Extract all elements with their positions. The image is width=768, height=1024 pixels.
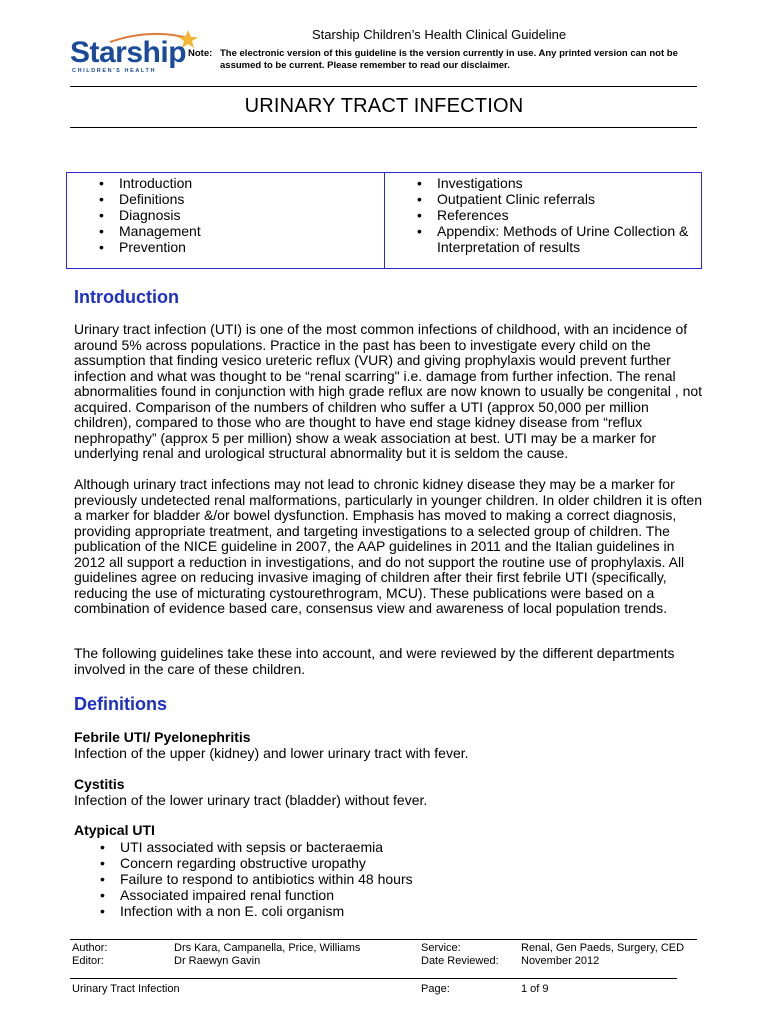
contents-left-column [67,173,385,268]
note-text: The electronic version of this guideline is the version currently in use. Any printed version can not be assumed to be current. Please remember to read our disclaimer. [220,48,678,71]
service-value: Renal, Gen Paeds, Surgery, CED [521,942,685,954]
list-item: • Infection with a non E. coli organism [120,903,704,919]
service-label: Service: [421,942,461,954]
atypical-list [74,839,704,919]
introduction-paragraph-1: Urinary tract infection (UTI) is one of the most common infections of childhood, with an incidence of around 5% across populations. Practice in the past has been to investigate every child on the assumption that finding vesico ureteric reflux (VUR) and giving prophylaxis would prevent further infection and what was thought to be “renal scarring" i.e. damage from further infection. The renal abnormalities found in conjunction with high grade reflux are now known to usually be congenital , not acquired. Comparison of the numbers of children who suffer a UTI (approx 50,000 per million children), compared to those who are thought to have end stage kidney disease from “reflux nephropathy” (approx 5 per million) show a weak association at best. UTI may be a marker for underlying renal and urological structural abnormality but it is seldom the cause. [74,321,703,461]
editor-label: Editor: [72,955,104,967]
editor-value: Dr Raewyn Gavin [174,955,261,967]
toc-item-outpatient-referrals[interactable]: • Outpatient Clinic referrals [437,191,701,207]
definitions-heading: Definitions [74,694,167,714]
toc-item-management[interactable]: • Management [119,223,384,239]
page-number: 1 of 9 [521,983,549,995]
introduction-body-3 [74,646,704,677]
page-title: URINARY TRACT INFECTION [244,95,524,117]
definition-cystitis [74,777,704,808]
introduction-paragraph-3: The following guidelines take these into account, and were reviewed by the different departments involved in the care of these children. [74,645,675,677]
toc-item-introduction[interactable]: • Introduction [119,175,384,191]
introduction-body [74,322,704,462]
introduction-paragraph-2: Although urinary tract infections may not lead to chronic kidney disease they may be a marker for previously undetected renal malformations, particularly in younger children. In older children it is often a marker for bladder &/or bowel dysfunction. Emphasis has moved to making a correct diagnosis, providing appropriate treatment, and targeting investigations to a selected group of children. The publication of the NICE guideline in 2007, the AAP guidelines in 2011 and the Italian guidelines in 2012 all support a reduction in investigations, and do not support the routine use of prophylaxis. All guidelines agree on reducing invasive imaging of children after their first febrile UTI (specifically, reducing the use of micturating cystourethrogram, MCU). These publications were based on a combination of evidence based care, consensus view and awareness of local population trends. [74,476,702,616]
definition-febrile [74,730,704,761]
list-item: • Failure to respond to antibiotics within 48 hours [120,871,704,887]
cystitis-term: Cystitis [74,776,125,792]
note-label: Note: [188,48,213,59]
definition-atypical [74,823,704,919]
toc-item-references[interactable]: • References [437,207,701,223]
footer-document-name: Urinary Tract Infection [72,983,180,995]
contents-table [66,172,702,269]
footer-divider-2 [70,978,677,979]
toc-item-diagnosis[interactable]: • Diagnosis [119,207,384,223]
cystitis-definition: Infection of the lower urinary tract (bladder) without fever. [74,791,428,808]
introduction-body-2 [74,477,704,617]
febrile-definition: Infection of the upper (kidney) and lower urinary tract with fever. [74,744,469,761]
author-label: Author: [72,942,108,954]
header-divider [70,86,697,87]
page-label: Page: [421,983,450,995]
toc-item-prevention[interactable]: • Prevention [119,239,384,255]
contents-right-column [385,173,701,268]
logo-subtext: CHILDREN'S HEALTH [72,68,157,74]
toc-item-appendix[interactable]: • Appendix: Methods of Urine Collection & Interpretation of results [437,223,701,255]
atypical-term: Atypical UTI [74,822,155,838]
toc-item-definitions[interactable]: • Definitions [119,191,384,207]
introduction-heading: Introduction [74,287,179,307]
guideline-title: Starship Children’s Health Clinical Guideline [311,27,567,42]
list-item: • Concern regarding obstructive uropathy [120,855,704,871]
date-reviewed-label: Date Reviewed: [421,955,499,967]
title-divider [70,127,697,128]
list-item: • UTI associated with sepsis or bacteraemia [120,839,704,855]
febrile-term: Febrile UTI/ Pyelonephritis [74,729,251,745]
author-value: Drs Kara, Campanella, Price, Williams [174,942,361,954]
logo-wordmark: Starship [70,36,187,69]
date-reviewed-value: November 2012 [521,955,600,967]
list-item: • Associated impaired renal function [120,887,704,903]
toc-item-investigations[interactable]: • Investigations [437,175,701,191]
footer-divider [70,939,697,940]
